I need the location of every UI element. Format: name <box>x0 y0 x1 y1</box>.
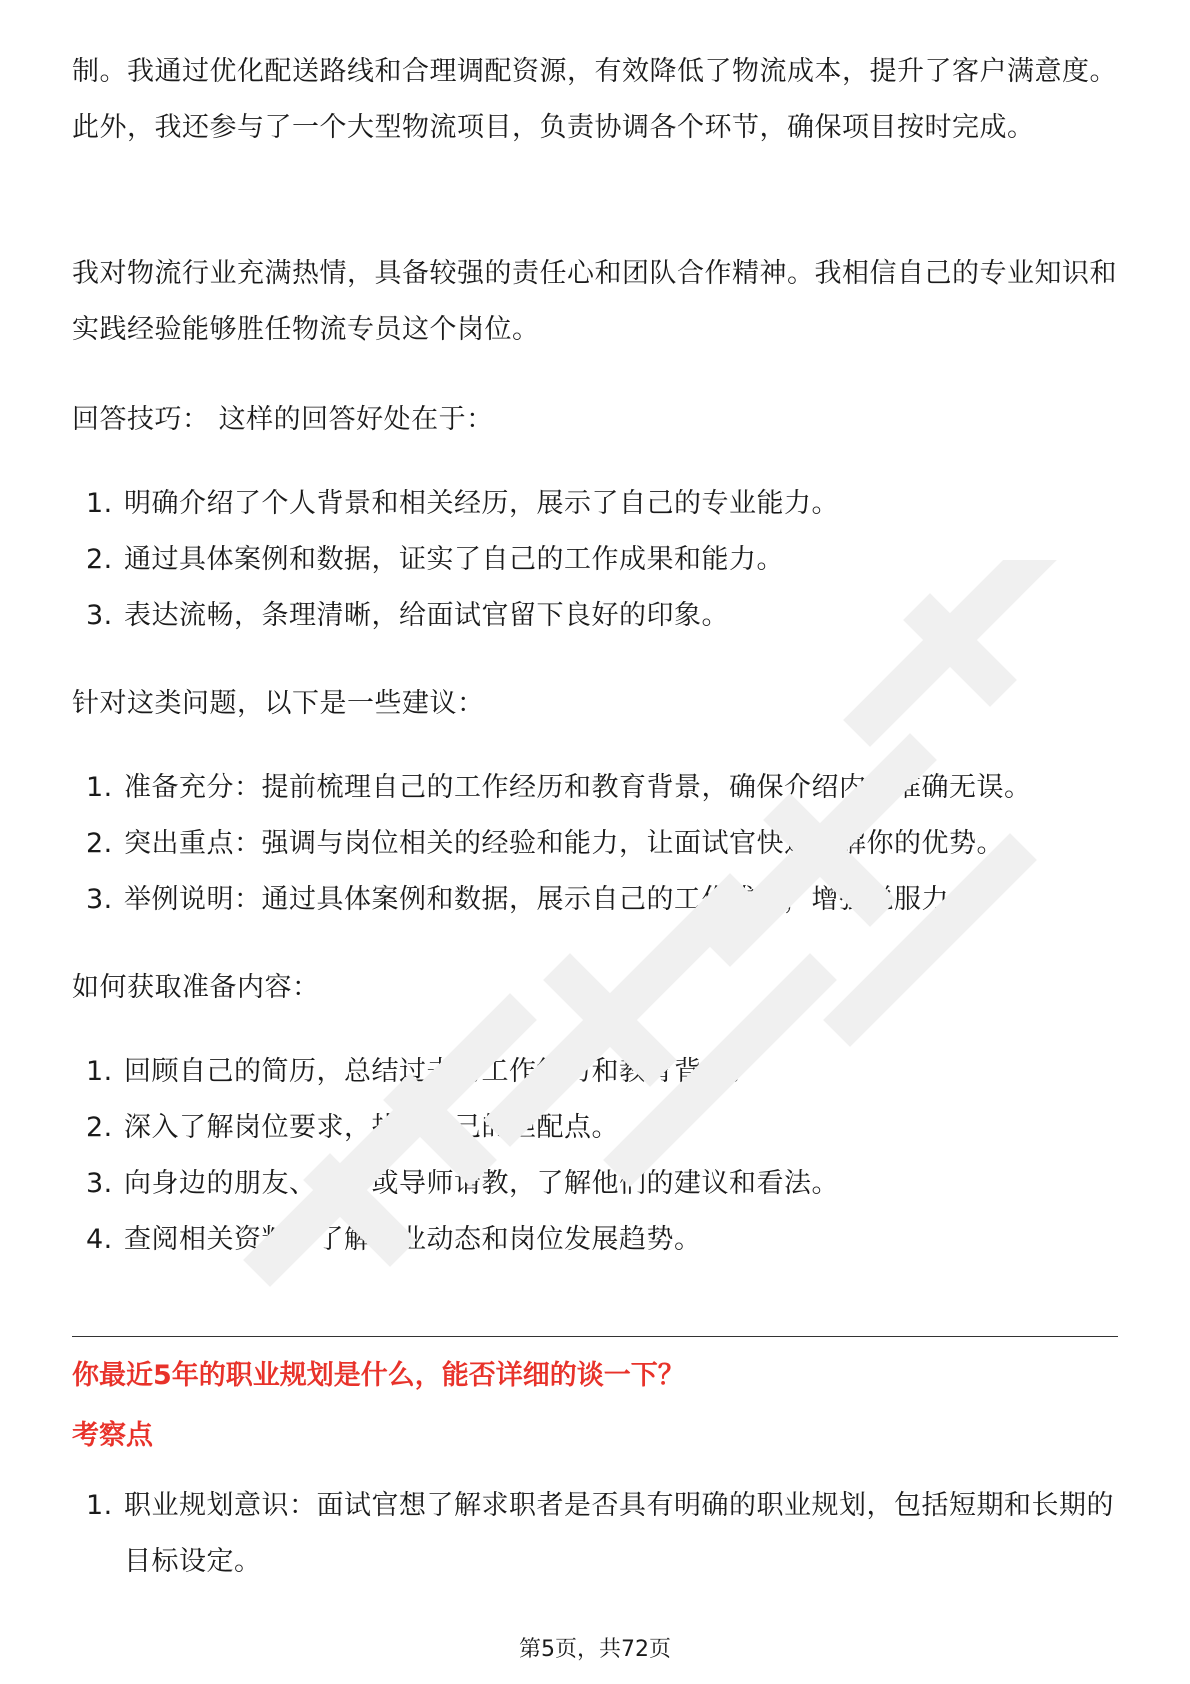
list-item: 2. 深入了解岗位要求，找出自己的匹配点。 <box>86 1112 619 1143</box>
list-item: 3. 表达流畅，条理清晰，给面试官留下良好的印象。 <box>86 600 729 631</box>
prep-list <box>72 1044 839 1268</box>
list-item: 3. 举例说明：通过具体案例和数据，展示自己的工作成果，增强说服力。 <box>86 884 977 915</box>
list-item: 1. 明确介绍了个人背景和相关经历，展示了自己的专业能力。 <box>86 488 839 519</box>
tips-heading: 回答技巧： 这样的回答好处在于： <box>72 404 494 435</box>
list-item: 1. 回顾自己的简历，总结过去的工作经历和教育背景。 <box>86 1056 757 1087</box>
question-title: 你最近5年的职业规划是什么，能否详细的谈一下？ <box>72 1360 685 1391</box>
list-item: 1. 职业规划意识：面试官想了解求职者是否具有明确的职业规划，包括短期和长期的目标设定。 <box>86 1490 1114 1577</box>
intro-paragraph-2: 我对物流行业充满热情，具备较强的责任心和团队合作精神。我相信自己的专业知识和实践经验能够胜任物流专员这个岗位。 <box>72 258 1117 345</box>
list-item: 2. 突出重点：强调与岗位相关的经验和能力，让面试官快速了解你的优势。 <box>86 828 1004 859</box>
advice-heading: 针对这类问题，以下是一些建议： <box>72 688 485 719</box>
assessment-list <box>72 1478 1118 1590</box>
tips-list <box>72 476 839 644</box>
advice-list <box>72 760 1032 928</box>
intro-paragraph-1: 制。我通过优化配送路线和合理调配资源，有效降低了物流成本，提升了客户满意度。此外，我还参与了一个大型物流项目，负责协调各个环节，确保项目按时完成。 <box>72 56 1117 143</box>
page-footer: 第5页，共72页 <box>519 1637 671 1662</box>
list-item: 3. 向身边的朋友、同事或导师请教，了解他们的建议和看法。 <box>86 1168 839 1199</box>
prep-heading: 如何获取准备内容： <box>72 972 320 1003</box>
list-item: 4. 查阅相关资料，了解行业动态和岗位发展趋势。 <box>86 1224 702 1255</box>
list-item: 1. 准备充分：提前梳理自己的工作经历和教育背景，确保介绍内容准确无误。 <box>86 772 1032 803</box>
section-divider <box>72 1336 1118 1337</box>
question-subhead: 考察点 <box>72 1420 153 1451</box>
list-item: 2. 通过具体案例和数据，证实了自己的工作成果和能力。 <box>86 544 784 575</box>
